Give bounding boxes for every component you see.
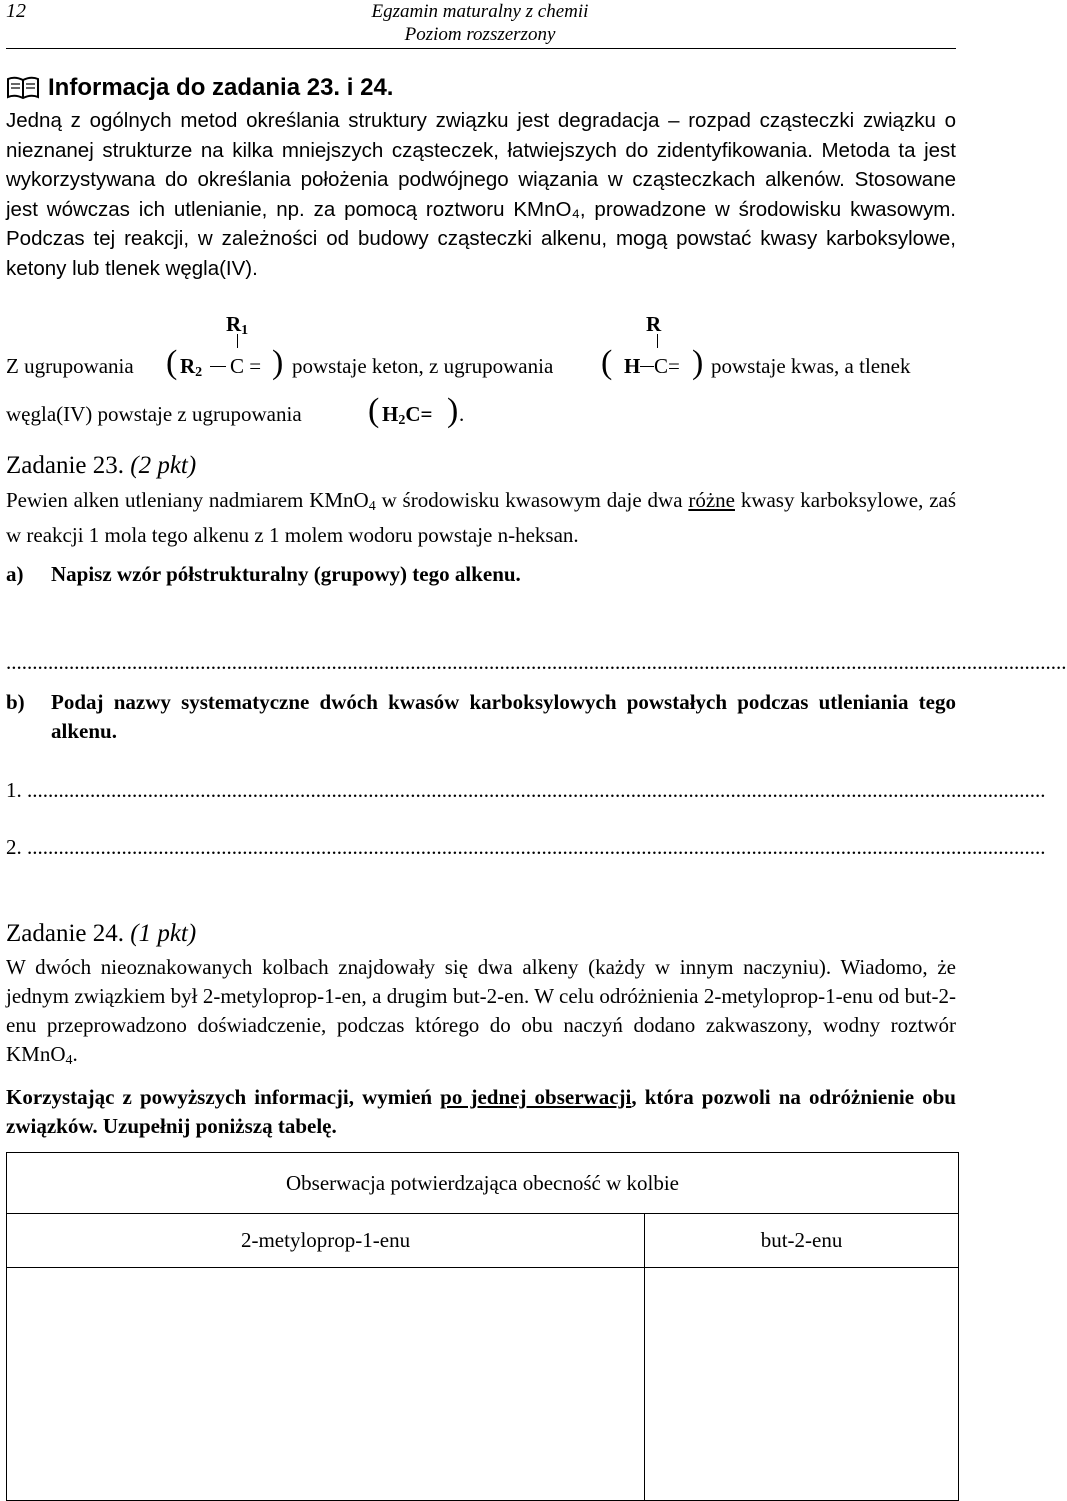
formula-row-2 <box>6 392 956 440</box>
paren-open-3: ( <box>368 392 380 429</box>
group2-left: H <box>624 354 641 378</box>
task23-question-b <box>6 688 956 746</box>
paren-open-1: ( <box>166 344 178 381</box>
group1-bond-horizontal <box>210 366 226 367</box>
header-title-line2: Poziom rozszerzony <box>404 24 556 45</box>
book-icon <box>6 75 40 101</box>
answer-cell-2-metyloprop-1-en[interactable] <box>7 1268 645 1501</box>
paren-close-1: ) <box>272 344 284 381</box>
formula-row-1 <box>6 312 956 381</box>
paren-close-3: ) <box>447 392 459 429</box>
question-a-text: Napisz wzór półstrukturalny (grupowy) tego alkenu. <box>51 562 521 586</box>
answer-b2-line[interactable]: 2. .................................................................................................................................................................................................. <box>6 835 1046 859</box>
task24-instruction: Korzystając z powyższych informacji, wymień po jednej obserwacji, która pozwoli na odróżnienie obu związków. Uzupełnij poniższą tabelę. <box>6 1085 956 1138</box>
info-heading <box>6 74 393 102</box>
group2-right: C= <box>654 354 680 378</box>
group1-bond-vertical <box>237 334 238 348</box>
task23-text: Pewien alken utleniany nadmiarem KMnO$_4$ w środowisku kwasowym daje dwa różne kwasy karboksylowe, zaś w reakcji 1 mola tego alkenu z 1 molem wodoru powstaje n-heksan. <box>6 488 957 547</box>
page-header-title <box>300 0 660 46</box>
task24-points: (1 pkt) <box>130 920 197 947</box>
answer-cell-but-2-en[interactable] <box>645 1268 959 1501</box>
header-divider <box>6 48 956 49</box>
task23-points: (2 pkt) <box>130 452 197 479</box>
info-heading-text: Informacja do zadania 23. i 24. <box>48 74 394 101</box>
task23-heading <box>6 452 196 480</box>
group3: $H_2C=$ <box>382 402 433 428</box>
group2-bond-horizontal <box>640 366 654 367</box>
group1-right: C = <box>230 354 262 378</box>
group1-top: $R_1$ <box>226 312 249 338</box>
formula-text-3: powstaje kwas, a tlenek <box>711 354 911 378</box>
table-col-but-2-en: but-2-enu <box>645 1214 959 1268</box>
answer-a-line[interactable]: .......................................................................................................................................................................................................... <box>6 650 1067 674</box>
formula-text-4: węgla(IV) powstaje z ugrupowania <box>6 402 302 426</box>
task23-question-a <box>6 560 956 589</box>
formula-text-5: . <box>459 402 465 426</box>
formula-text-1: Z ugrupowania <box>6 354 134 378</box>
group2-bond-vertical <box>657 334 658 348</box>
question-a-label: a) <box>6 562 24 586</box>
question-b-label: b) <box>6 690 25 714</box>
observation-table <box>6 1152 959 1501</box>
group2-top: R <box>646 312 662 336</box>
task23-title: Zadanie 23. <box>6 452 125 479</box>
task24-title: Zadanie 24. <box>6 920 125 947</box>
page-number: 12 <box>6 0 26 22</box>
formula-text-2: powstaje keton, z ugrupowania <box>292 354 554 378</box>
group1-left: $R_2$ <box>180 354 203 380</box>
table-header: Obserwacja potwierdzająca obecność w kolbie <box>7 1153 959 1214</box>
info-paragraph-text: Jedną z ogólnych metod określania struktury związku jest degradacja – rozpad cząsteczki związku o nieznanej strukturze na kilka mniejszych cząsteczek, łatwiejszych do zidentyfikowania. Metoda ta jest wykorzystywana do określania położenia podwójnego wiązania w cząsteczkach alkenów. Stosowane jest wówczas ich utlenianie, np. za pomocą roztworu KMnO₄, prowadzone w środowisku kwasowym. Podczas tej reakcji, w zależności od budowy cząsteczki alkenu, mogą powstać kwasy karboksylowe, ketony lub tlenek węgla(IV). <box>6 109 956 280</box>
paren-close-2: ) <box>692 344 704 381</box>
info-paragraph <box>6 106 956 283</box>
table-col-2-metyloprop-1-en: 2-metyloprop-1-enu <box>7 1214 645 1268</box>
task24-heading <box>6 920 196 948</box>
answer-b1-line[interactable]: 1. .................................................................................................................................................................................................. <box>6 778 1046 802</box>
paren-open-2: ( <box>601 344 613 381</box>
header-title-line1: Egzamin maturalny z chemii <box>371 1 589 22</box>
task24-text: W dwóch nieoznakowanych kolbach znajdowały się dwa alkeny (każdy w innym naczyniu). Wiadomo, że jednym związkiem był 2-metyloprop-1-en, a drugim but-2-en. W celu odróżnienia 2-metyloprop-1-enu od but-2-enu przeprowadzono doświadczenie, podczas którego do obu naczyń dodano zakwaszony, wodny roztwór KMnO$_4$. <box>6 955 956 1068</box>
question-b-text: Podaj nazwy systematyczne dwóch kwasów karboksylowych powstałych podczas utleniania tego alkenu. <box>51 690 956 743</box>
